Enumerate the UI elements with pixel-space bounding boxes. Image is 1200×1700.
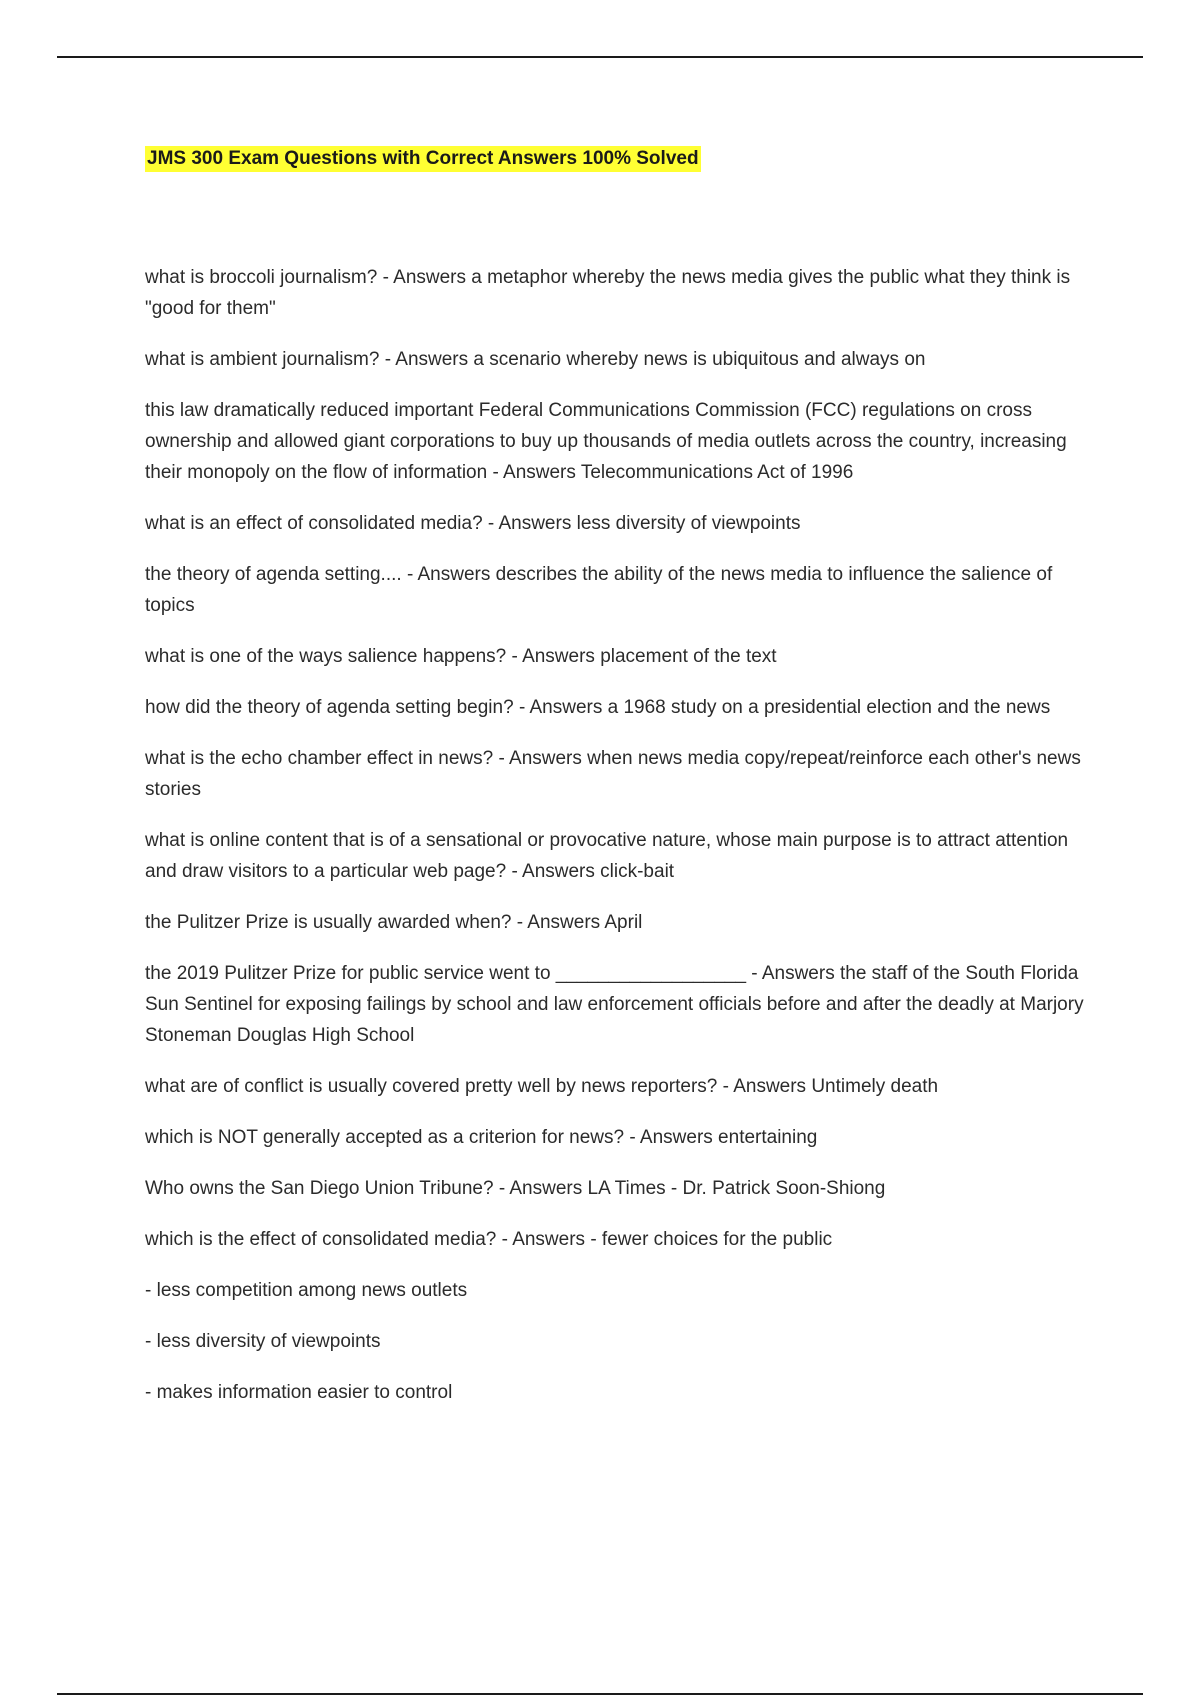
qa-item: what is the echo chamber effect in news? - Answers when news media copy/repeat/reinforce each other's news stories: [145, 748, 1081, 800]
qa-item: Who owns the San Diego Union Tribune? - Answers LA Times - Dr. Patrick Soon-Shiong: [145, 1178, 886, 1199]
qa-item: what are of conflict is usually covered pretty well by news reporters? - Answers Untimely death: [145, 1076, 939, 1097]
qa-item: which is the effect of consolidated media? - Answers - fewer choices for the public: [145, 1229, 833, 1250]
footer-rule: [57, 1693, 1143, 1695]
qa-item: what is online content that is of a sensational or provocative nature, whose main purpose is to attract attention and draw visitors to a particular web page? - Answers click-bait: [145, 830, 1069, 882]
document-body: [145, 146, 1095, 1428]
qa-item: this law dramatically reduced important Federal Communications Commission (FCC) regulations on cross ownership and allowed giant corporations to buy up thousands of media outlets across the country, increasing their monopoly on the flow of information - Answers Telecommunications Act of 1996: [145, 400, 1067, 483]
qa-item: the theory of agenda setting.... - Answers describes the ability of the news media to influence the salience of topics: [145, 564, 1053, 616]
qa-item: what is an effect of consolidated media? - Answers less diversity of viewpoints: [145, 513, 801, 534]
qa-list: [145, 262, 1095, 1408]
qa-item: what is broccoli journalism? - Answers a metaphor whereby the news media gives the public what they think is "good for them": [145, 267, 1071, 319]
qa-list-bullet: - less diversity of viewpoints: [145, 1331, 381, 1352]
qa-item: what is ambient journalism? - Answers a scenario whereby news is ubiquitous and always on: [145, 349, 926, 370]
qa-list-bullet: - less competition among news outlets: [145, 1280, 468, 1301]
qa-item: the Pulitzer Prize is usually awarded when? - Answers April: [145, 912, 643, 933]
qa-item: what is one of the ways salience happens? - Answers placement of the text: [145, 646, 777, 667]
qa-list-bullet: - makes information easier to control: [145, 1382, 453, 1403]
document-title: JMS 300 Exam Questions with Correct Answers 100% Solved: [145, 146, 701, 172]
header-rule: [57, 56, 1143, 58]
qa-item: the 2019 Pulitzer Prize for public service went to __________________ - Answers the staff of the South Florida Sun Sentinel for exposing failings by school and law enforcement officials before and after the deadly at Marjory Stoneman Douglas High School: [145, 963, 1084, 1046]
qa-item: which is NOT generally accepted as a criterion for news? - Answers entertaining: [145, 1127, 818, 1148]
qa-item: how did the theory of agenda setting begin? - Answers a 1968 study on a presidential election and the news: [145, 697, 1051, 718]
